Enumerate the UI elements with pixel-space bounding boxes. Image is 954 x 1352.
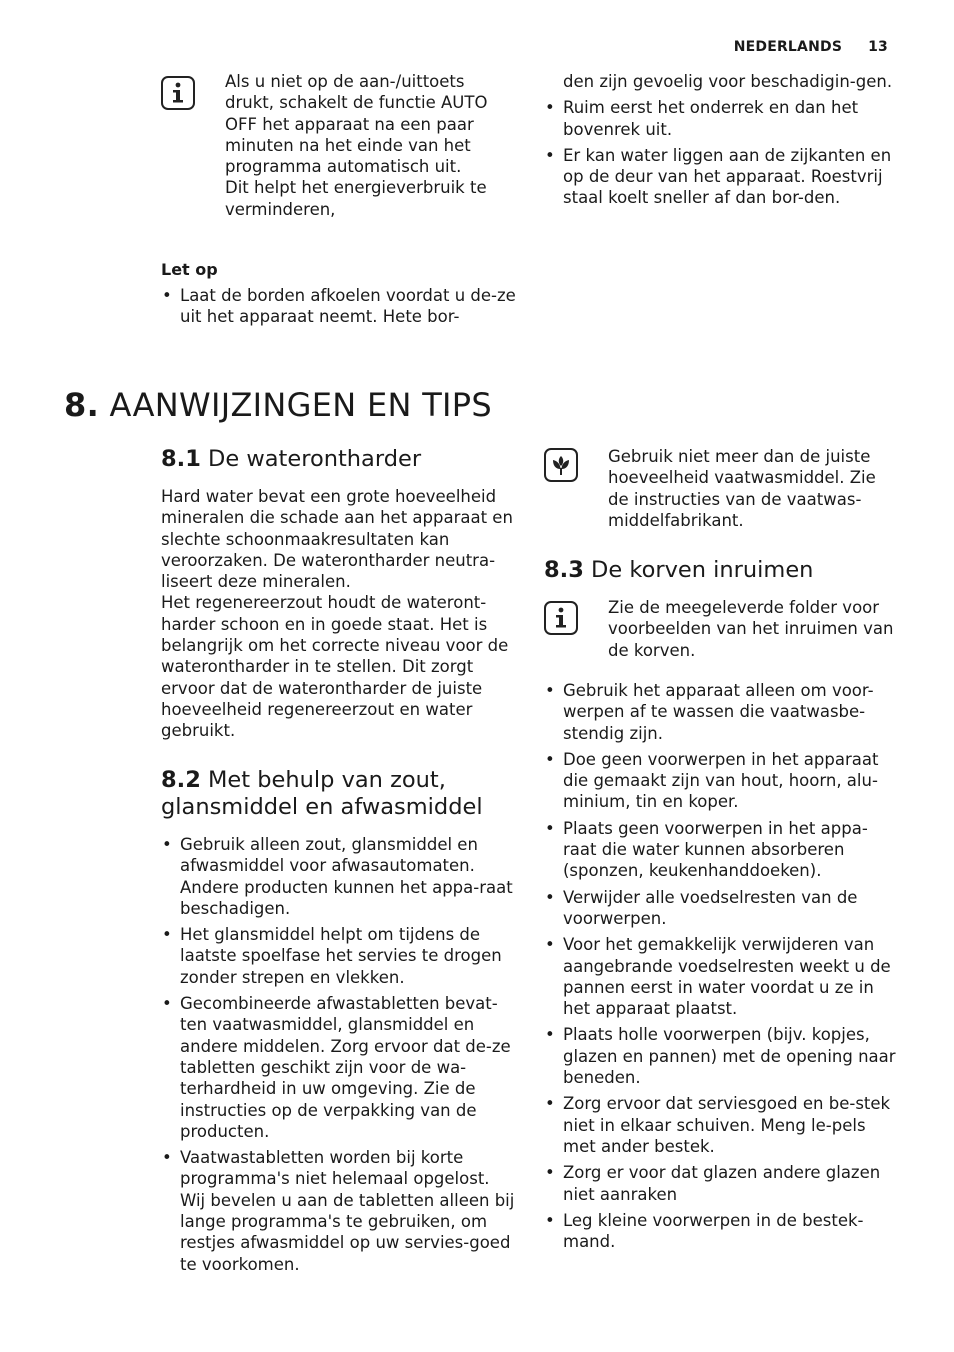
- section-8-3: [544, 557, 899, 584]
- note-line: OFF het apparaat na een paar: [225, 114, 474, 134]
- continuation-text: den zijn gevoelig voor beschadigin-gen.: [563, 72, 893, 91]
- section-heading: [161, 446, 516, 473]
- list-item: • Zorg ervoor dat serviesgoed en be-stek niet in elkaar schuiven. Meng le-pels met ander bestek.: [544, 1093, 896, 1157]
- page-number: 13: [868, 39, 888, 55]
- section-8-1: [161, 446, 516, 742]
- list-item: • Er kan water liggen aan de zijkanten en op de deur van het apparaat. Roestvrij staal koelt sneller af dan bor-den.: [544, 145, 894, 209]
- section-title-line: glansmiddel en afwasmiddel: [161, 794, 483, 820]
- list-item: • Gebruik alleen zout, glansmiddel en afwasmiddel voor afwasautomaten. Andere producten kunnen het appa-raat beschadigen.: [161, 834, 516, 919]
- note-line: verminderen,: [225, 199, 336, 219]
- list-item: • Ruim eerst het onderrek en dan het bovenrek uit.: [544, 97, 894, 140]
- caution-block: [161, 259, 516, 333]
- list-item: • Het glansmiddel helpt om tijdens de laatste spoelfase het servies te drogen zonder strepen en vlekken.: [161, 924, 516, 988]
- section-heading: [161, 767, 516, 821]
- page-header: [734, 39, 888, 55]
- environment-note: [608, 446, 898, 531]
- environment-icon: [544, 448, 578, 482]
- info-icon: [161, 76, 195, 110]
- list-item: • Zorg er voor dat glazen andere glazen niet aanraken: [544, 1162, 896, 1205]
- note-line: Als u niet op de aan-/uittoets: [225, 72, 465, 91]
- list-item: • Gecombineerde afwastabletten bevat-ten vaatwasmiddel, glansmiddel en andere middelen. Zorg ervoor dat de-ze tabletten geschikt zijn voor de wa-terhardheid in uw omgeving. Zie de instructies op de verpakking van de producten.: [161, 993, 516, 1142]
- list-item: • Leg kleine voorwerpen in de bestek-mand.: [544, 1210, 896, 1253]
- paragraph: Hard water bevat een grote hoeveelheid mineralen die schade aan het apparaat en slechte schoonmaakresultaten kan veroorzaken. De waterontharder neutra-liseert deze mineralen.: [161, 487, 513, 592]
- list-item: • Verwijder alle voedselresten van de voorwerpen.: [544, 887, 896, 930]
- list-item: • Doe geen voorwerpen in het apparaat die gemaakt zijn van hout, hoorn, alu-minium, tin en koper.: [544, 749, 896, 813]
- top-right-column: [544, 71, 894, 214]
- header-language: NEDERLANDS: [733, 39, 843, 55]
- section-title: De korven inruimen: [591, 557, 814, 583]
- note-text: Gebruik niet meer dan de juiste hoeveelheid vaatwasmiddel. Zie de instructies van de vaatwas-middelfabrikant.: [608, 447, 876, 530]
- chapter-title: [64, 386, 492, 424]
- section-title-line: Met behulp van zout,: [208, 767, 446, 793]
- list-item: • Gebruik het apparaat alleen om voor-werpen af te wassen die vaatwasbe-stendig zijn.: [544, 680, 896, 744]
- chapter-number: 8.: [64, 386, 100, 424]
- note-line: programma automatisch uit.: [225, 157, 462, 177]
- note-text: Zie de meegeleverde folder voor voorbeelden van het inruimen van de korven.: [608, 598, 894, 660]
- section-number: 8.3: [544, 557, 584, 583]
- paragraph: Het regenereerzout houdt de wateront-harder schoon en in goede staat. Het is belangrijk om het correcte niveau voor de waterontharder in te stellen. Dit zorgt ervoor dat de waterontharder de juiste hoeveelheid regenereerzout en water gebruikt.: [161, 593, 509, 741]
- section-heading: [544, 557, 899, 584]
- list-item: • Plaats holle voorwerpen (bijv. kopjes, glazen en pannen) met de opening naar beneden.: [544, 1024, 896, 1088]
- chapter-title-text: AANWIJZINGEN EN TIPS: [109, 386, 492, 424]
- note-line: minuten na het einde van het: [225, 135, 471, 155]
- info-icon: [544, 601, 578, 635]
- list-item: • Plaats geen voorwerpen in het appa-raat die water kunnen absorberen (sponzen, keukenhanddoeken).: [544, 818, 896, 882]
- note-line: drukt, schakelt de functie AUTO: [225, 93, 488, 113]
- info-note-folder: [608, 597, 898, 661]
- info-note-auto-off: [225, 71, 515, 220]
- list-item: • Laat de borden afkoelen voordat u de-ze uit het apparaat neemt. Hete bor-: [161, 285, 516, 328]
- list-item: • Vaatwastabletten worden bij korte programma's niet helemaal opgelost. Wij bevelen u aan de tabletten alleen bij lange programma's te gebruiken, om restjes afwasmiddel op uw servies-goed te voorkomen.: [161, 1147, 516, 1275]
- section-8-2: [161, 767, 516, 1280]
- section-number: 8.1: [161, 446, 201, 472]
- note-line: Dit helpt het energieverbruik te: [225, 178, 487, 198]
- section-number: 8.2: [161, 767, 201, 793]
- list-item: • Voor het gemakkelijk verwijderen van aangebrande voedselresten weekt u de pannen eerst in water voordat u ze in het apparaat plaatst.: [544, 934, 896, 1019]
- section-8-3-list: [544, 680, 896, 1257]
- caution-title: Let op: [161, 260, 218, 279]
- section-title: De waterontharder: [208, 446, 422, 472]
